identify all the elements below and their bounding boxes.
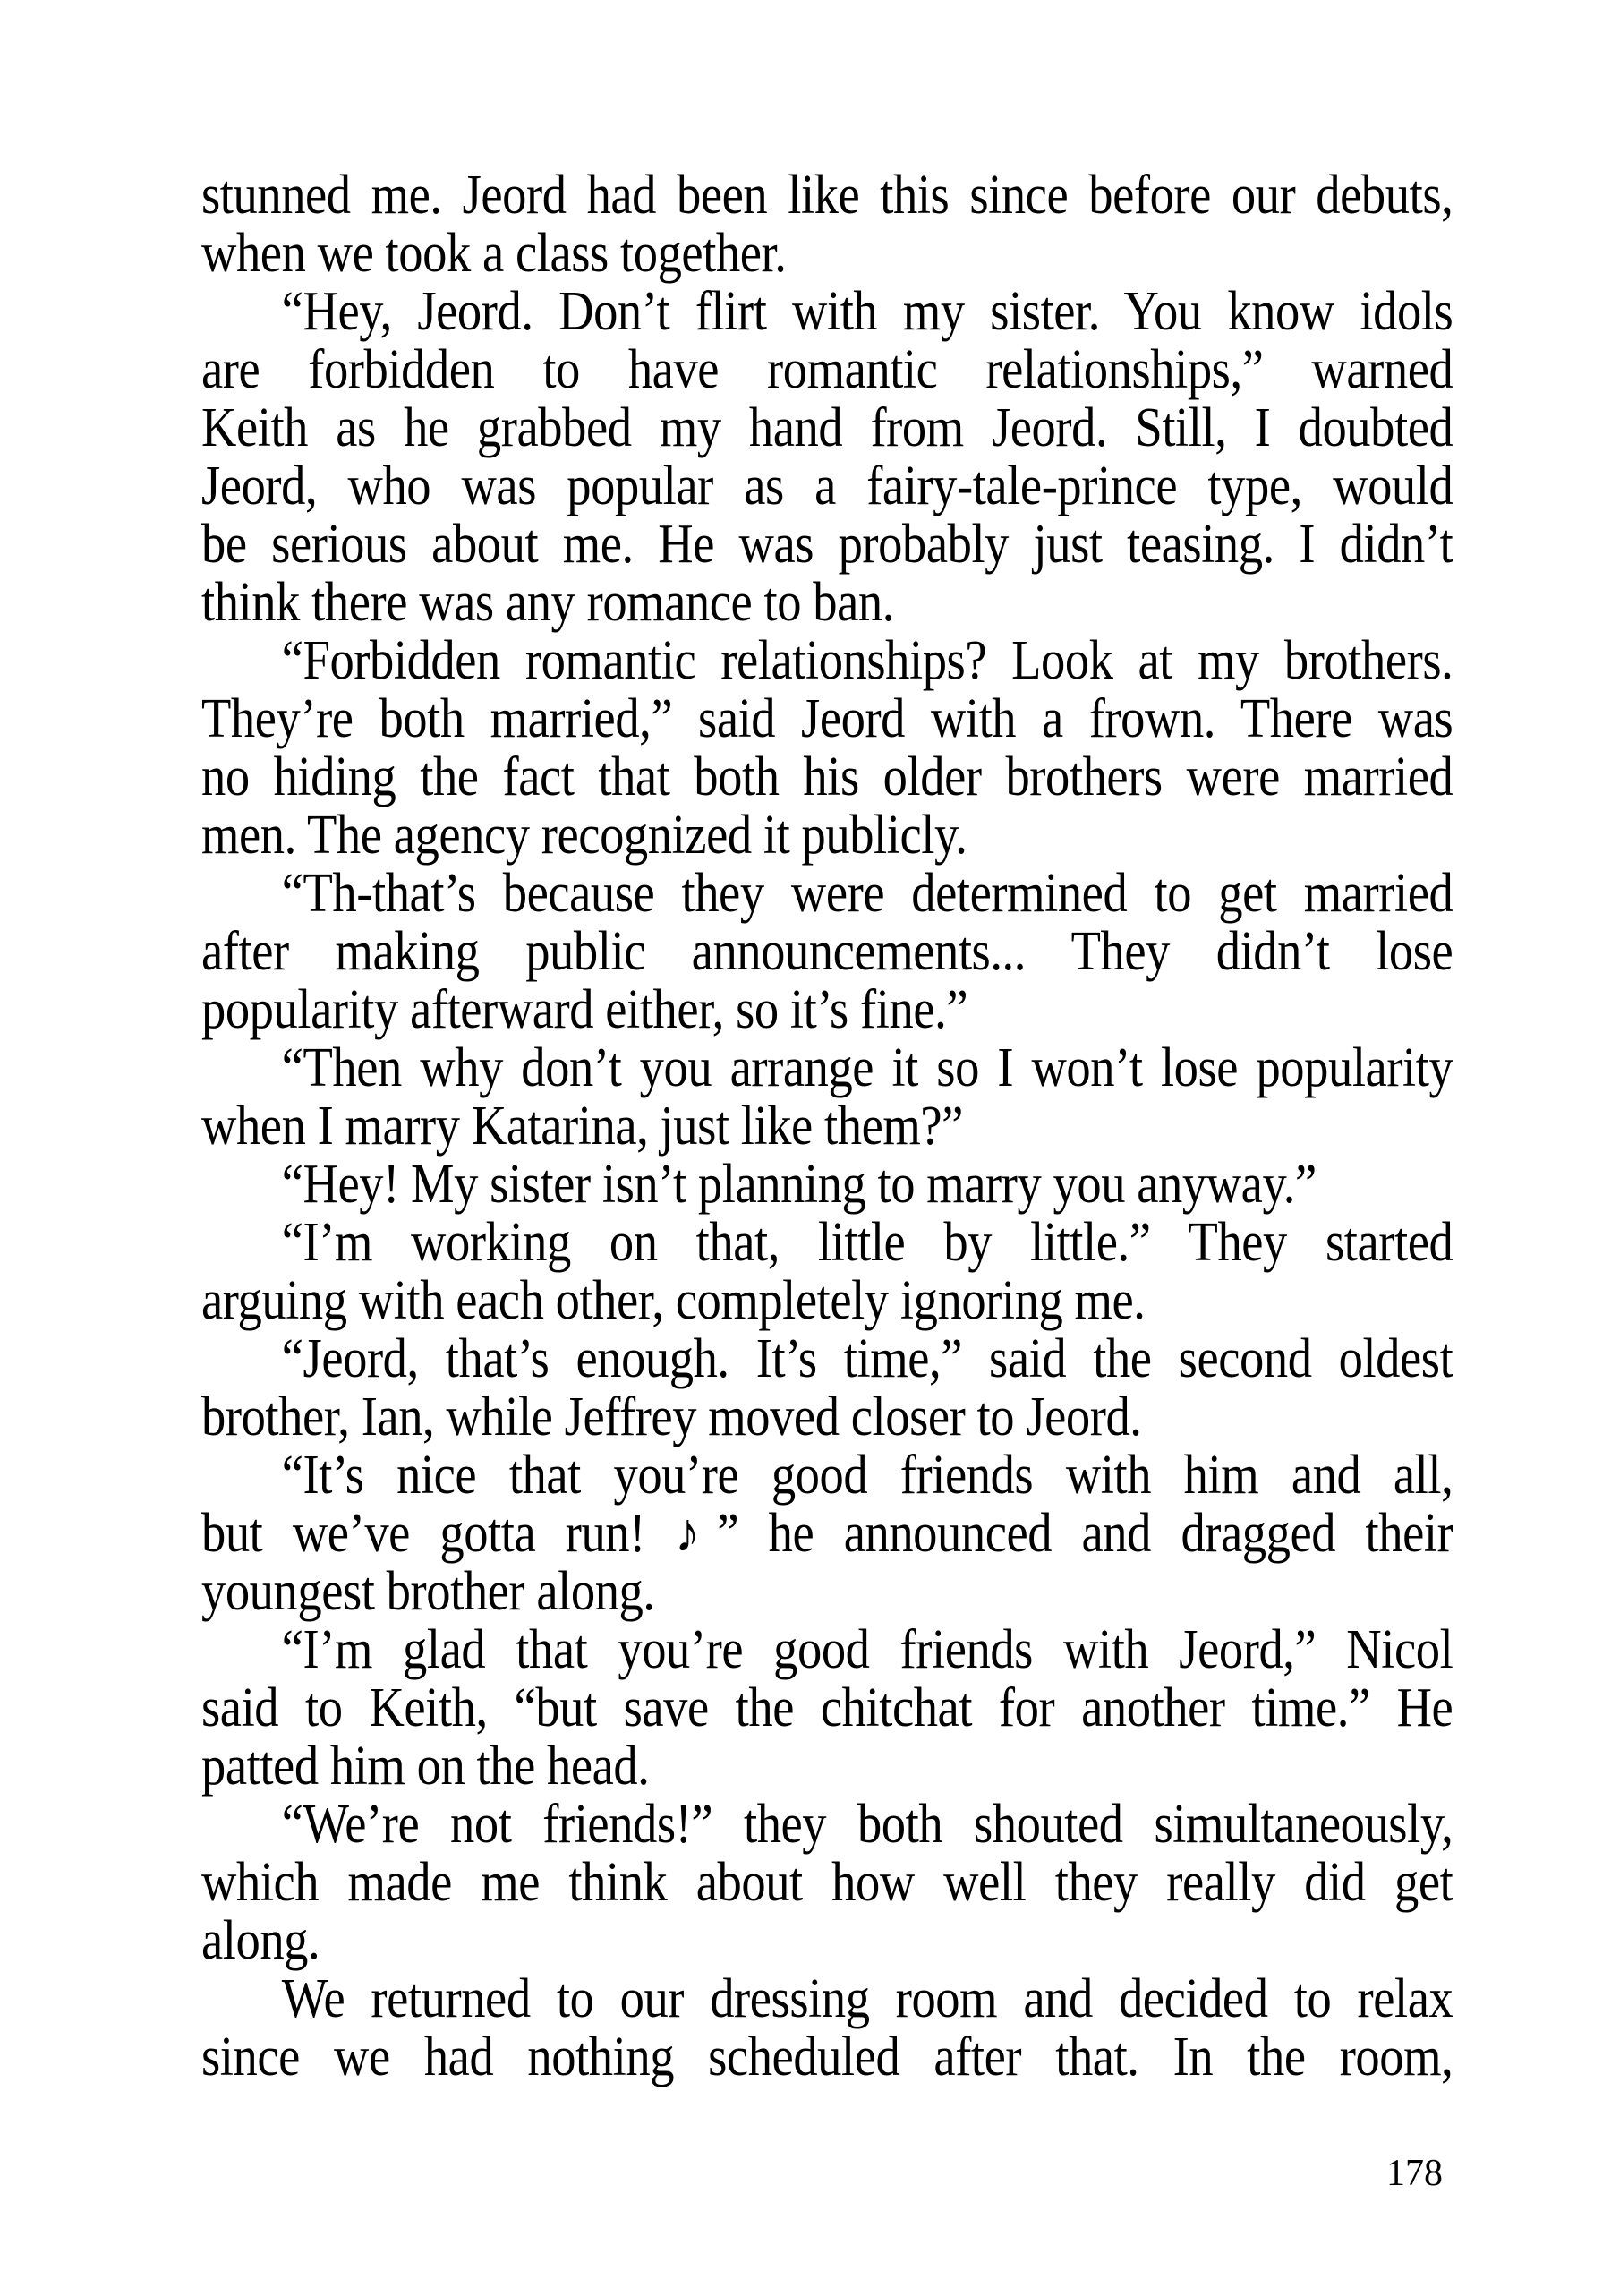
- paragraph: [201, 1214, 1453, 1330]
- text-line: patted him on the head.: [201, 1736, 650, 1797]
- text-line: “Hey! My sister isn’t planning to marry you anyway.”: [281, 1154, 1317, 1215]
- text-line: which made me think about how well they really did get: [201, 1852, 1453, 1913]
- text-line: “It’s nice that you’re good friends with him and all,: [281, 1445, 1453, 1506]
- text-line: “Forbidden romantic relationships? Look at my brothers.: [281, 630, 1453, 691]
- text-line: stunned me. Jeord had been like this since before our debuts,: [201, 165, 1453, 226]
- text-line: brother, Ian, while Jeffrey moved closer to Jeord.: [201, 1387, 1142, 1447]
- text-line: are forbidden to have romantic relationships,” warned: [201, 339, 1453, 400]
- paragraph: [201, 166, 1453, 283]
- paragraph: [201, 1039, 1453, 1156]
- paragraph: [201, 283, 1453, 632]
- text-line: “Then why don’t you arrange it so I won’t lose popularity: [281, 1037, 1453, 1098]
- text-line: We returned to our dressing room and decided to relax: [281, 1968, 1453, 2029]
- text-line: Keith as he grabbed my hand from Jeord. Still, I doubted: [201, 397, 1453, 458]
- text-line: but we’ve gotta run! ♪” he announced and dragged their: [201, 1503, 1453, 1564]
- text-line: since we had nothing scheduled after that. In the room,: [201, 2027, 1453, 2087]
- body-text: [201, 166, 1453, 2087]
- text-line: when I marry Katarina, just like them?”: [201, 1096, 963, 1157]
- text-line: Jeord, who was popular as a fairy-tale-prince type, would: [201, 456, 1453, 516]
- text-line: “I’m glad that you’re good friends with Jeord,” Nicol: [281, 1619, 1453, 1680]
- paragraph: [201, 1970, 1453, 2087]
- paragraph: [201, 865, 1453, 1039]
- text-line: popularity afterward either, so it’s fine.”: [201, 979, 968, 1040]
- paragraph: [201, 1447, 1453, 1621]
- text-line: think there was any romance to ban.: [201, 572, 894, 633]
- page-number: 178: [1386, 2153, 1443, 2194]
- text-line: “Hey, Jeord. Don’t flirt with my sister. You know idols: [281, 281, 1453, 342]
- text-line: “Th-that’s because they were determined to get married: [281, 863, 1453, 924]
- text-line: “I’m working on that, little by little.” They started: [281, 1212, 1453, 1273]
- text-line: no hiding the fact that both his older brothers were married: [201, 747, 1453, 807]
- text-line: said to Keith, “but save the chitchat for another time.” He: [201, 1677, 1453, 1738]
- paragraph: [201, 1330, 1453, 1447]
- text-line: men. The agency recognized it publicly.: [201, 805, 967, 866]
- text-line: be serious about me. He was probably just teasing. I didn’t: [201, 514, 1453, 575]
- text-line: arguing with each other, completely ignoring me.: [201, 1270, 1146, 1331]
- paragraph: [201, 1156, 1453, 1214]
- paragraph: [201, 1796, 1453, 1970]
- text-line: after making public announcements... They didn’t lose: [201, 921, 1453, 982]
- text-line: when we took a class together.: [201, 223, 787, 284]
- text-line: along.: [201, 1910, 320, 1971]
- text-line: “We’re not friends!” they both shouted simultaneously,: [281, 1794, 1453, 1855]
- paragraph: [201, 632, 1453, 865]
- text-line: “Jeord, that’s enough. It’s time,” said the second oldest: [281, 1328, 1453, 1389]
- paragraph: [201, 1621, 1453, 1796]
- text-line: youngest brother along.: [201, 1561, 655, 1622]
- text-line: They’re both married,” said Jeord with a frown. There was: [201, 688, 1453, 749]
